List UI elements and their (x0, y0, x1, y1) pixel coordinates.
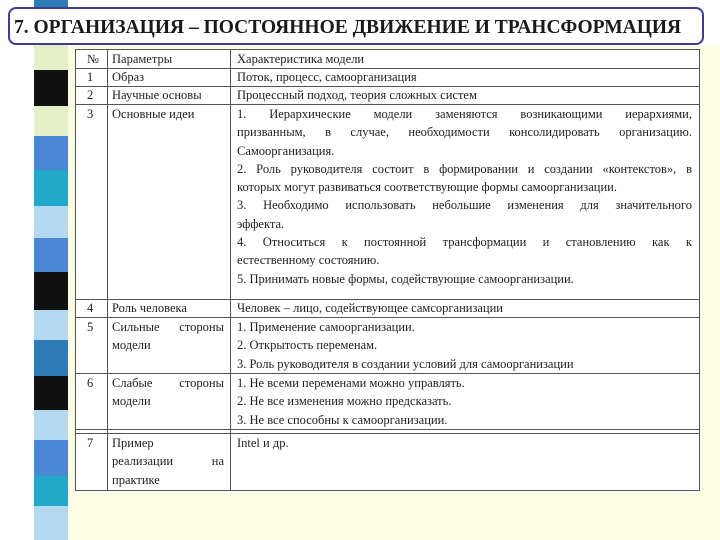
table-border-left (75, 49, 76, 491)
param-line: Пример (112, 436, 154, 450)
row-desc-block (237, 374, 465, 429)
row-num: 1 (87, 70, 94, 84)
param-line: Слабые стороны (112, 376, 224, 390)
strip-block (34, 272, 68, 310)
header-param: Параметры (112, 52, 173, 66)
strip-block (34, 136, 68, 170)
desc-line: 1. Не всеми переменами можно управлять. (237, 376, 465, 390)
row-desc: Человек – лицо, содействующее самсорганизации (237, 301, 503, 315)
table-divider (75, 429, 700, 430)
desc-line: 4. Относиться к постоянной трансформации и становлению как к (237, 235, 692, 250)
table-column-divider (230, 49, 231, 491)
decorative-left-strip (0, 0, 68, 540)
param-line: практике (112, 472, 160, 487)
model-table (75, 49, 700, 493)
header-num: № (87, 52, 99, 66)
row-param-block (112, 318, 224, 355)
strip-block (34, 410, 68, 440)
row-param: Основные идеи (112, 107, 195, 121)
desc-line: призванным, в случае, необходимости консолидировать организацию. (237, 125, 692, 140)
desc-line: естественному состоянию. (237, 253, 380, 268)
row-desc: Процессный подход, теория сложных систем (237, 88, 477, 102)
row-param-block (112, 374, 224, 411)
desc-line: эффекта. (237, 216, 285, 231)
table-column-divider (107, 49, 108, 491)
desc-line: 2. Роль руководителя состоит в формировании и создании «контекстов», в (237, 161, 692, 176)
desc-line: 2. Открытость переменам. (237, 338, 378, 353)
strip-block (34, 106, 68, 136)
desc-line: 3. Необходимо использовать небольшие изменения для значительного (237, 198, 692, 213)
slide-title-box (8, 7, 704, 45)
param-line: Сильные стороны (112, 320, 224, 334)
row-param-block (112, 434, 224, 489)
param-line: реализации на (112, 454, 224, 469)
desc-line: Самоорганизация. (237, 143, 335, 158)
row-desc-block (237, 105, 692, 288)
row-desc: Intel и др. (237, 436, 289, 450)
param-line: модели (112, 338, 151, 353)
strip-block (34, 506, 68, 540)
desc-line: 1. Иерархические модели заменяются возникающими иерархиями, (237, 107, 692, 121)
row-param: Научные основы (112, 88, 202, 102)
strip-block (34, 170, 68, 206)
row-num: 5 (87, 320, 94, 334)
row-num: 6 (87, 376, 94, 390)
param-line: модели (112, 394, 151, 409)
desc-line: 2. Не все изменения можно предсказать. (237, 394, 452, 409)
table-border-bottom (75, 490, 700, 491)
row-num: 7 (87, 436, 94, 450)
row-num: 2 (87, 88, 94, 102)
strip-block (34, 310, 68, 340)
desc-line: 1. Применение самоорганизации. (237, 320, 415, 334)
row-num: 3 (87, 107, 94, 121)
header-desc: Характеристика модели (237, 52, 365, 66)
row-desc: Поток, процесс, самоорганизация (237, 70, 417, 84)
row-desc-block (237, 318, 574, 373)
strip-block (34, 206, 68, 238)
strip-block (34, 70, 68, 106)
desc-line: которых могут развиваться соответствующие формы самоорганизации. (237, 180, 617, 195)
strip-block (34, 42, 68, 70)
row-param: Роль человека (112, 301, 187, 315)
desc-line: 3. Роль руководителя в создании условий для самоорганизации (237, 356, 574, 371)
row-num: 4 (87, 301, 94, 315)
strip-block (34, 440, 68, 476)
row-param: Образ (112, 70, 145, 84)
strip-block (34, 238, 68, 272)
table-border-right (699, 49, 700, 491)
strip-block (34, 340, 68, 376)
slide-title: 7. ОРГАНИЗАЦИЯ – ПОСТОЯННОЕ ДВИЖЕНИЕ И ТРАНСФОРМАЦИЯ (14, 17, 682, 38)
strip-block (34, 476, 68, 506)
desc-line: 3. Не все способны к самоорганизации. (237, 412, 448, 427)
desc-line: 5. Принимать новые формы, содействующие самоорганизации. (237, 271, 574, 286)
strip-block (34, 376, 68, 410)
